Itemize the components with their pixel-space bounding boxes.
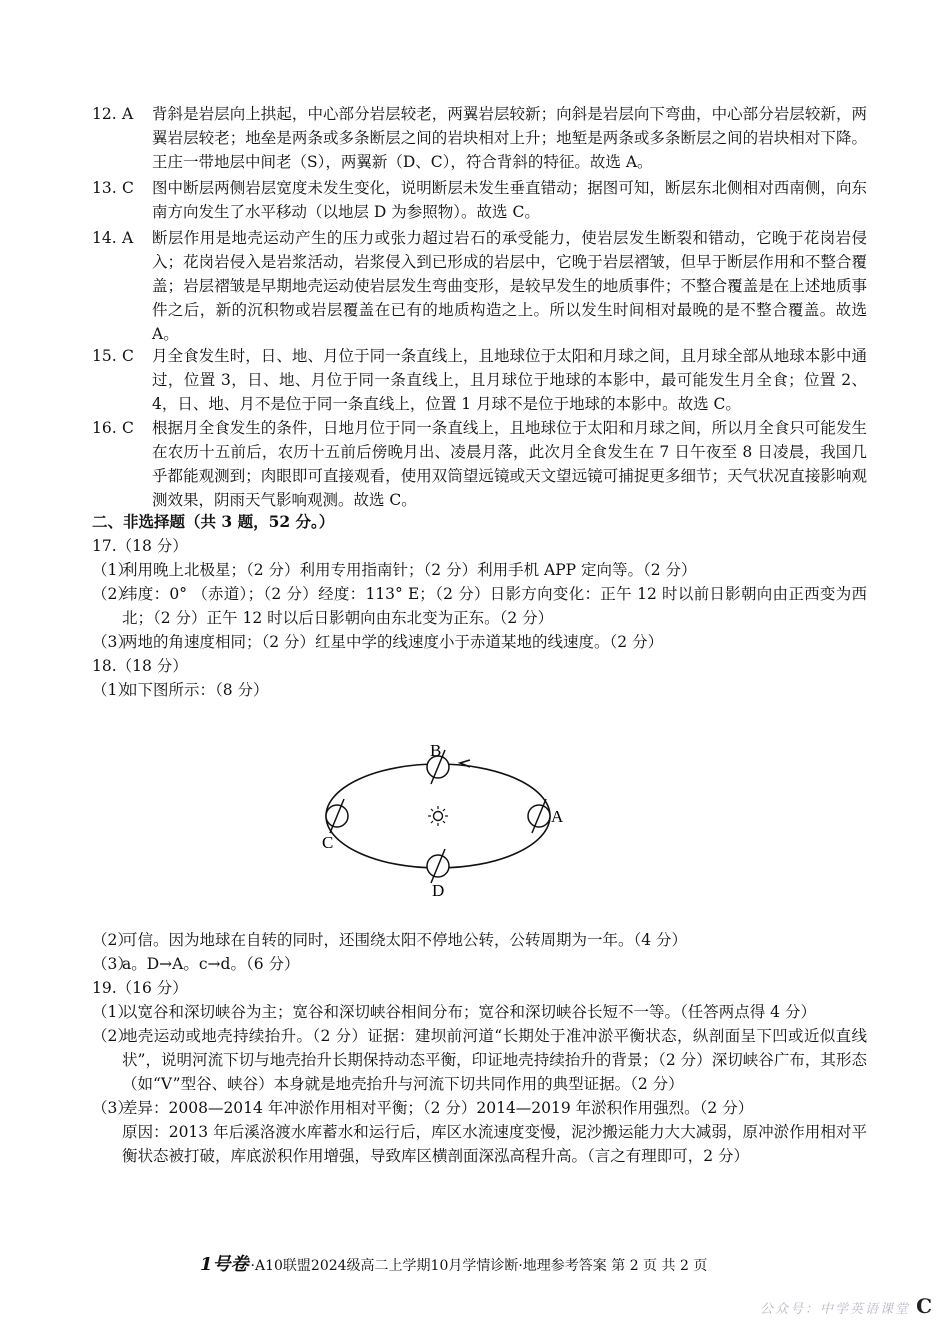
explanation-text: 断层作用是地壳运动产生的压力或张力超过岩石的承受能力，使岩层发生断裂和错动，它晚于花岗岩侵入；花岗岩侵入是岩浆活动，岩浆侵入到已形成的岩层中，它晚于岩层褶皱，但早于断层作用和不整合覆盖；岩层褶皱是早期地壳运动使岩层发生弯曲变形，是较早发生的地质事件；不整合覆盖是在上述地质事件之后，新的沉积物或岩层覆盖在已有的地质构造之上。所以发生时间相对最晚的是不整合覆盖。故选 A。	[152, 229, 867, 343]
explanation-text: 背斜是岩层向上拱起，中心部分岩层较老，两翼岩层较新；向斜是岩层向下弯曲，中心部分岩层较新，两翼岩层较老；地垒是两条或多条断层之间的岩块相对上升；地堑是两条或多条断层之间的岩块相对下降。王庄一带地层中间老（S），两翼新（D、C），符合背斜的特征。故选 A。	[152, 105, 867, 171]
mc-item-14	[92, 226, 867, 346]
q19-part-1	[92, 1000, 867, 1024]
page-footer	[200, 1250, 760, 1276]
part-text: 以宽谷和深切峡谷为主；宽谷和深切峡谷相间分布；宽谷和深切峡谷长短不一等。（任答两点得 4 分）	[122, 1003, 816, 1021]
q17-part-3	[92, 630, 867, 654]
question-number: 13.	[92, 179, 117, 197]
q19-part-2	[92, 1024, 867, 1096]
part-label: （2）	[92, 585, 133, 603]
explanation-text: 根据月全食发生的条件，日地月位于同一条直线上，且地球位于太阳和月球之间，所以月全食只可能发生在农历十五前后，农历十五前后傍晚月出、凌晨月落，此次月全食发生在 7 日午夜至 8 日凌晨，我国几乎都能观测到；肉眼即可直接观看，使用双筒望远镜或天文望远镜可捕捉更多细节；天气状况直接影响观测效果，阴雨天气影响观测。故选 C。	[152, 419, 867, 509]
question-number: 12.	[92, 105, 117, 123]
explanation-text: 图中断层两侧岩层宽度未发生变化，说明断层未发生垂直错动；据图可知，断层东北侧相对西南侧，向东南方向发生了水平移动（以地层 D 为参照物）。故选 C。	[152, 179, 867, 221]
label-d: D	[432, 881, 445, 900]
part-label: （2）	[92, 1027, 133, 1045]
part-text: 利用晚上北极星；（2 分）利用专用指南针；（2 分）利用手机 APP 定向等。（2 分）	[122, 561, 697, 579]
part-text: 可信。因为地球在自转的同时，还围绕太阳不停地公转，公转周期为一年。（4 分）	[122, 931, 688, 949]
explanation-text: 月全食发生时，日、地、月位于同一条直线上，且地球位于太阳和月球之间，且月球全部从地球本影中通过，位置 3，日、地、月位于同一条直线上，且月球位于地球的本影中，最可能发生月全食；位置 2、4，日、地、月不是位于同一条直线上，位置 1 月球不是位于地球的本影中。故选 C。	[152, 347, 867, 413]
part-text: 差异：2008—2014 年冲淤作用相对平衡；（2 分）2014—2019 年淤积作用强烈。（2 分）	[122, 1099, 754, 1117]
part-text: 如下图所示：（8 分）	[122, 681, 269, 699]
corner-mark: C	[916, 1294, 932, 1318]
part-label: （3）	[92, 633, 133, 651]
earth-position-d	[427, 849, 449, 883]
q19-title: 19.（16 分）	[92, 979, 188, 997]
question-number: 15.	[92, 347, 117, 365]
answer-letter: A	[122, 105, 134, 123]
answer-letter: C	[122, 179, 134, 197]
q17-part-1	[92, 558, 867, 582]
q19-part-3	[92, 1096, 867, 1120]
part-text: 纬度：0° （赤道）；（2 分）经度：113° E；（2 分）日影方向变化：正午 12 时以前日影朝向由正西变为西北；（2 分）正午 12 时以后日影朝向由东北变为正东。（2 分）	[122, 585, 867, 627]
watermark: 公众号：中学英语课堂	[759, 1302, 910, 1317]
label-b: B	[430, 741, 442, 760]
mc-item-12	[92, 102, 867, 174]
reason-text: 原因：2013 年后溪洛渡水库蓄水和运行后，库区水流速度变慢，泥沙搬运能力大大减弱，原冲淤作用相对平衡状态被打破，库底淤积作用增强，导致库区横剖面深泓高程升高。（言之有理即可，2 分）	[122, 1123, 867, 1165]
part-label: （3）	[92, 1099, 133, 1117]
mc-item-16	[92, 416, 867, 512]
q18-part-1	[92, 678, 867, 702]
section-heading: 二、非选择题（共 3 题，52 分。）	[92, 512, 335, 531]
part-label: （3）	[92, 955, 133, 973]
q17-part-2	[92, 582, 867, 630]
part-text: 两地的角速度相同；（2 分）红星中学的线速度小于赤道某地的线速度。（2 分）	[122, 633, 664, 651]
part-label: （1）	[92, 681, 133, 699]
q19-reason	[92, 1120, 867, 1168]
part-label: （1）	[92, 1003, 133, 1021]
answer-letter: A	[122, 229, 134, 247]
q17-title: 17.（18 分）	[92, 537, 188, 555]
q18-title: 18.（18 分）	[92, 657, 188, 675]
part-label: （2）	[92, 931, 133, 949]
brand-logo: 1号卷	[200, 1254, 249, 1275]
answer-letter: C	[122, 419, 134, 437]
mc-item-13	[92, 176, 867, 224]
part-text: 地壳运动或地壳持续抬升。（2 分）证据：建坝前河道“长期处于准冲淤平衡状态，纵剖面呈下凹或近似直线状”，说明河流下切与地壳抬升长期保持动态平衡，印证地壳持续抬升的背景；（2 分）深切峡谷广布，其形态（如“V”型谷、峡谷）本身就是地壳抬升与河流下切共同作用的典型证据。（2 分）	[122, 1027, 867, 1093]
label-c: C	[322, 833, 334, 852]
footer-text: ·A10联盟2024级高二上学期10月学情诊断·地理参考答案 第 2 页 共 2 页	[250, 1258, 708, 1274]
question-number: 16.	[92, 419, 117, 437]
q18-part-3	[92, 952, 867, 976]
label-a: A	[551, 807, 564, 826]
part-text: a。D→A。c→d。（6 分）	[122, 955, 300, 973]
q18-part-2	[92, 928, 867, 952]
mc-item-15	[92, 344, 867, 416]
answer-letter: C	[122, 347, 134, 365]
sun-icon	[428, 806, 448, 826]
earth-orbit-diagram	[310, 736, 580, 902]
question-number: 14.	[92, 229, 117, 247]
orbit-ellipse	[326, 764, 550, 868]
part-label: （1）	[92, 561, 133, 579]
